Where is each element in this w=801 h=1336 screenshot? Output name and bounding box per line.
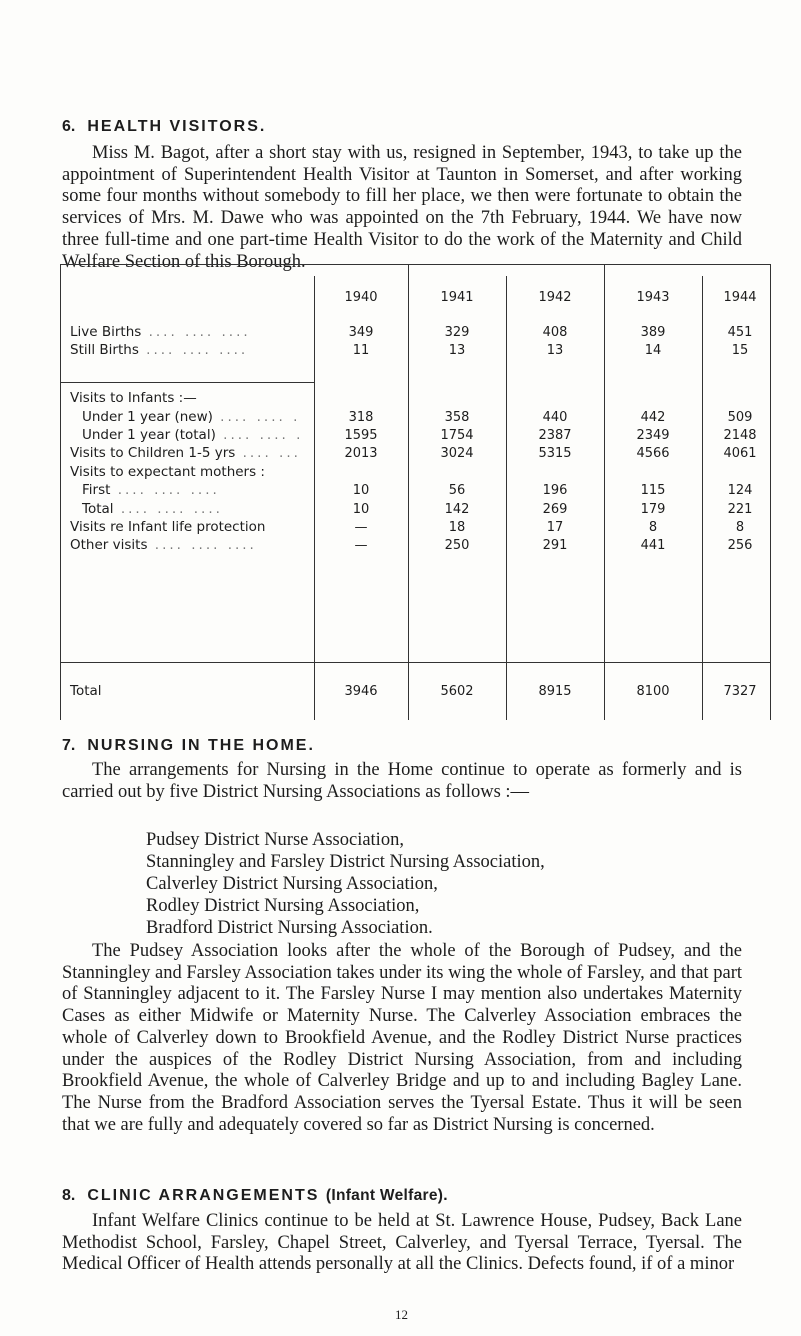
table-cell: 115 — [640, 483, 666, 498]
table-cell: 1754 — [440, 428, 474, 443]
table-cell: 451 — [727, 325, 753, 340]
section-heading-nursing — [62, 737, 315, 755]
leader-dots: .... ... — [235, 445, 301, 461]
section-title-subtitle: (Infant Welfare). — [325, 1187, 448, 1204]
leader-dots: .... .... .... — [110, 482, 220, 498]
row-label-text: First — [82, 482, 111, 498]
row-label-text: Other visits — [70, 537, 148, 553]
leader-dots: .... .... .... — [141, 324, 251, 340]
table-cell: 509 — [727, 410, 753, 425]
table-cell: 8 — [648, 520, 658, 535]
table-cell: 5315 — [538, 446, 572, 461]
section-number: 8. — [62, 1187, 76, 1204]
table-row-label — [70, 464, 265, 480]
table-cell: 2349 — [636, 428, 670, 443]
nursing-paragraph: The Pudsey Association looks after the whole of the Borough of Pudsey, and the Stanningley and Farsley Association takes under its wing the whole of Farsley, and that part of Stanningley adjacent to it. The Farsley Nurse I may mention also undertakes Maternity Cases as either Midwife or Maternity Nurse. The Calverley Association embraces the whole of Calverley down to Brookfield Avenue, and the Rodley District Nurse practices under the auspices of the Rodley District Nursing Association, from and including Brookfield Avenue, the whole of Calverley Bridge and up to and including Bagley Lane. The Nurse from the Bradford Association serves the Tyersal Estate. Thus it will be seen that we are fully and adequately covered so far as District Nursing is concerned. — [62, 941, 742, 1135]
row-label-text: Under 1 year (total) — [82, 427, 216, 443]
row-label-text: Visits to Infants :— — [70, 390, 197, 406]
table-cell: 4061 — [723, 446, 757, 461]
table-cell: 1595 — [344, 428, 378, 443]
table-total-label: Total — [70, 683, 102, 699]
table-column-rule — [60, 264, 61, 720]
table-row-label — [82, 427, 303, 443]
table-column-rule — [408, 264, 409, 720]
table-cell: 11 — [352, 343, 370, 358]
page-number: 12 — [395, 1307, 408, 1322]
table-cell: 179 — [640, 502, 666, 517]
row-label-text: Total — [82, 501, 114, 517]
row-label-text: Visits to Children 1-5 yrs — [70, 445, 236, 461]
table-cell: 349 — [348, 325, 374, 340]
table-row-rule — [60, 662, 770, 663]
list-item: Pudsey District Nurse Association, — [146, 830, 404, 850]
table-row-label — [70, 390, 197, 406]
leader-dots: .... .... .... — [138, 342, 249, 358]
table-cell: 18 — [448, 520, 466, 535]
table-row-label — [82, 482, 220, 498]
table-header-year: 1941 — [440, 290, 474, 305]
table-cell: 10 — [352, 483, 370, 498]
table-cell: 221 — [727, 502, 753, 517]
table-cell: 15 — [731, 343, 749, 358]
table-header-year: 1944 — [723, 290, 757, 305]
table-row-label — [70, 342, 248, 358]
row-label-text: Still Births — [70, 342, 139, 358]
table-total-cell: 5602 — [440, 684, 474, 699]
table-total-cell: 8915 — [538, 684, 572, 699]
table-row-label — [70, 537, 257, 553]
leader-dots: .... .... .... — [147, 537, 257, 553]
table-cell: 250 — [444, 538, 470, 553]
table-cell: 10 — [352, 502, 370, 517]
nursing-intro-paragraph: The arrangements for Nursing in the Home continue to operate as formerly and is carried out by five District Nursing Associations as follows :— — [62, 760, 742, 802]
table-total-cell: 7327 — [723, 684, 757, 699]
table-cell: 441 — [640, 538, 666, 553]
table-cell: 2148 — [723, 428, 757, 443]
table-cell: 3024 — [440, 446, 474, 461]
section-heading-health-visitors — [62, 118, 266, 136]
table-row-label — [70, 324, 251, 340]
section-heading-clinic — [62, 1187, 448, 1205]
section-number: 6. — [62, 118, 76, 135]
table-cell: 196 — [542, 483, 568, 498]
section-title: CLINIC ARRANGEMENTS — [87, 1187, 320, 1204]
table-cell: 2013 — [344, 446, 378, 461]
table-cell: 124 — [727, 483, 753, 498]
leader-dots: .... .... . — [215, 427, 304, 443]
section-title: HEALTH VISITORS. — [87, 118, 267, 135]
list-item: Rodley District Nursing Association, — [146, 896, 420, 916]
table-row-rule — [60, 382, 314, 383]
table-cell: — — [354, 538, 368, 553]
table-cell: 256 — [727, 538, 753, 553]
clinic-paragraph: Infant Welfare Clinics continue to be held at St. Lawrence House, Pudsey, Back Lane Methodist School, Farsley, Chapel Street, Calverley, and Tyersal Terrace, Tyersal. The Medical Officer of Health attends personally at all the Clinics. Defects found, if of a minor — [62, 1211, 742, 1275]
list-item: Calverley District Nursing Association, — [146, 874, 438, 894]
table-cell: 329 — [444, 325, 470, 340]
row-label-text: Visits to expectant mothers : — [70, 464, 265, 480]
table-cell: 13 — [448, 343, 466, 358]
table-cell: 269 — [542, 502, 568, 517]
leader-dots: .... .... .... — [113, 501, 223, 517]
table-cell: — — [354, 520, 368, 535]
row-label-text: Under 1 year (new) — [82, 409, 213, 425]
table-row-label — [82, 409, 300, 425]
table-cell: 56 — [448, 483, 466, 498]
section-number: 7. — [62, 737, 76, 754]
table-cell: 8 — [735, 520, 745, 535]
table-cell: 2387 — [538, 428, 572, 443]
table-cell: 14 — [644, 343, 662, 358]
row-label-text: Visits re Infant life protection — [70, 519, 266, 535]
table-total-cell: 3946 — [344, 684, 378, 699]
table-column-rule — [314, 276, 315, 720]
association-list — [146, 829, 545, 939]
section-title: NURSING IN THE HOME. — [87, 737, 315, 754]
table-cell: 142 — [444, 502, 470, 517]
table-row-rule — [60, 264, 770, 265]
table-cell: 389 — [640, 325, 666, 340]
table-cell: 4566 — [636, 446, 670, 461]
row-label-text: Live Births — [70, 324, 142, 340]
table-cell: 408 — [542, 325, 568, 340]
table-header-year: 1943 — [636, 290, 670, 305]
table-row-label — [82, 501, 223, 517]
list-item: Bradford District Nursing Association. — [146, 918, 433, 938]
health-visitors-paragraph: Miss M. Bagot, after a short stay with us, resigned in September, 1943, to take up the appointment of Superintendent Health Visitor at Taunton in Somerset, and after working some four months without somebody to fill her place, we then were fortunate to obtain the services of Mrs. M. Dawe who was appointed on the 7th February, 1944. We have now three full-time and one part-time Health Visitor to do the work of the Maternity and Child Welfare Section of this Borough. — [62, 143, 742, 272]
table-cell: 358 — [444, 410, 470, 425]
table-header-year: 1942 — [538, 290, 572, 305]
table-column-rule — [604, 264, 605, 720]
table-row-label — [70, 519, 265, 535]
table-row-label — [70, 445, 301, 461]
table-total-cell: 8100 — [636, 684, 670, 699]
table-cell: 17 — [546, 520, 564, 535]
table-cell: 13 — [546, 343, 564, 358]
table-cell: 440 — [542, 410, 568, 425]
table-cell: 318 — [348, 410, 374, 425]
table-cell: 291 — [542, 538, 568, 553]
list-item: Stanningley and Farsley District Nursing Association, — [146, 852, 545, 872]
table-cell: 442 — [640, 410, 666, 425]
table-column-rule — [506, 276, 507, 720]
table-header-year: 1940 — [344, 290, 378, 305]
health-visits-table — [60, 264, 770, 720]
leader-dots: .... .... . — [212, 409, 301, 425]
